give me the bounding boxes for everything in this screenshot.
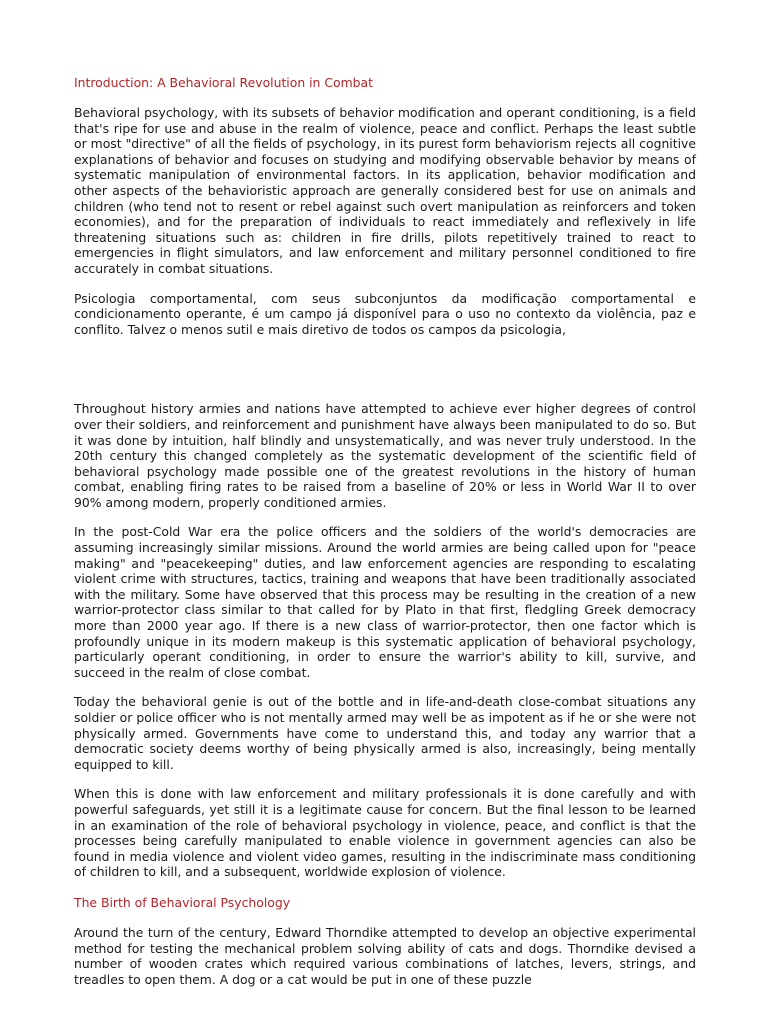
paragraph: In the post-Cold War era the police officers and the soldiers of the world's democracies are assuming increasingly similar missions. Around the world armies are being called upon for "peace making" and "peacekeeping" duties, and law enforcement agencies are responding to escalating violent crime with structures, tactics, training and weapons that have been traditionally associated with the military. Some have observed that this process may be resulting in the creation of a new warrior-protector class similar to that called for by Plato in that first, fledgling Greek democracy more than 2000 year ago. If there is a new class of warrior-protector, then one factor which is profoundly unique in its modern makeup is this systematic application of behavioral psychology, particularly operant conditioning, in order to ensure the warrior's ability to kill, survive, and succeed in the realm of close combat. xyxy=(74,524,696,680)
paragraph: Behavioral psychology, with its subsets of behavior modification and operant conditioning, is a field that's ripe for use and abuse in the realm of violence, peace and conflict. Perhaps the least subtle or most "directive" of all the fields of psychology, in its purest form behaviorism rejects all cognitive explanations of behavior and focuses on studying and modifying observable behavior by means of systematic manipulation of environmental factors. In its application, behavior modification and other aspects of the behavioristic approach are generally considered best for use on animals and children (who tend not to resent or rebel against such overt manipulation as reinforcers and token economies), and for the preparation of individuals to react immediately and reflexively in life threatening situations such as: children in fire drills, pilots repetitively trained to react to emergencies in flight simulators, and law enforcement and military personnel conditioned to fire accurately in combat situations. xyxy=(74,105,696,276)
section-heading-birth-of-behavioral-psychology: The Birth of Behavioral Psychology xyxy=(74,894,291,910)
paragraph: Around the turn of the century, Edward Thorndike attempted to develop an objective experimental method for testing the mechanical problem solving ability of cats and dogs. Thorndike devised a number of wooden crates which required various combinations of latches, levers, strings, and treadles to open them. A dog or a cat would be put in one of these puzzle xyxy=(74,924,696,987)
paragraph: Today the behavioral genie is out of the bottle and in life-and-death close-combat situations any soldier or police officer who is not mentally armed may well be as impotent as if he or she were not physically armed. Governments have come to understand this, and today any warrior that a democratic society deems worthy of being physically armed is also, increasingly, being mentally equipped to kill. xyxy=(74,694,696,772)
section-heading-introduction: Introduction: A Behavioral Revolution in Combat xyxy=(74,75,373,90)
document-page xyxy=(74,74,696,1001)
paragraph: Throughout history armies and nations have attempted to achieve ever higher degrees of control over their soldiers, and reinforcement and punishment have always been manipulated to do so. But it was done by intuition, half blindly and unsystematically, and was never truly understood. In the 20th century this changed completely as the systematic development of the scientific field of behavioral psychology made possible one of the greatest revolutions in the history of human combat, enabling firing rates to be raised from a baseline of 20% or less in World War II to over 90% among modern, properly conditioned armies. xyxy=(74,401,696,510)
blank-gap xyxy=(74,351,696,401)
paragraph: When this is done with law enforcement and military professionals it is done carefully and with powerful safeguards, yet still it is a legitimate cause for concern. But the final lesson to be learned in an examination of the role of behavioral psychology in violence, peace, and conflict is that the processes being carefully manipulated to enable violence in government agencies can also be found in media violence and violent video games, resulting in the indiscriminate mass conditioning of children to kill, and a subsequent, worldwide explosion of violence. xyxy=(74,786,696,880)
paragraph: Psicologia comportamental, com seus subconjuntos da modificação comportamental e condicionamento operante, é um campo já disponível para o uso no contexto da violência, paz e conflito. Talvez o menos sutil e mais diretivo de todos os campos da psicologia, xyxy=(74,290,696,337)
